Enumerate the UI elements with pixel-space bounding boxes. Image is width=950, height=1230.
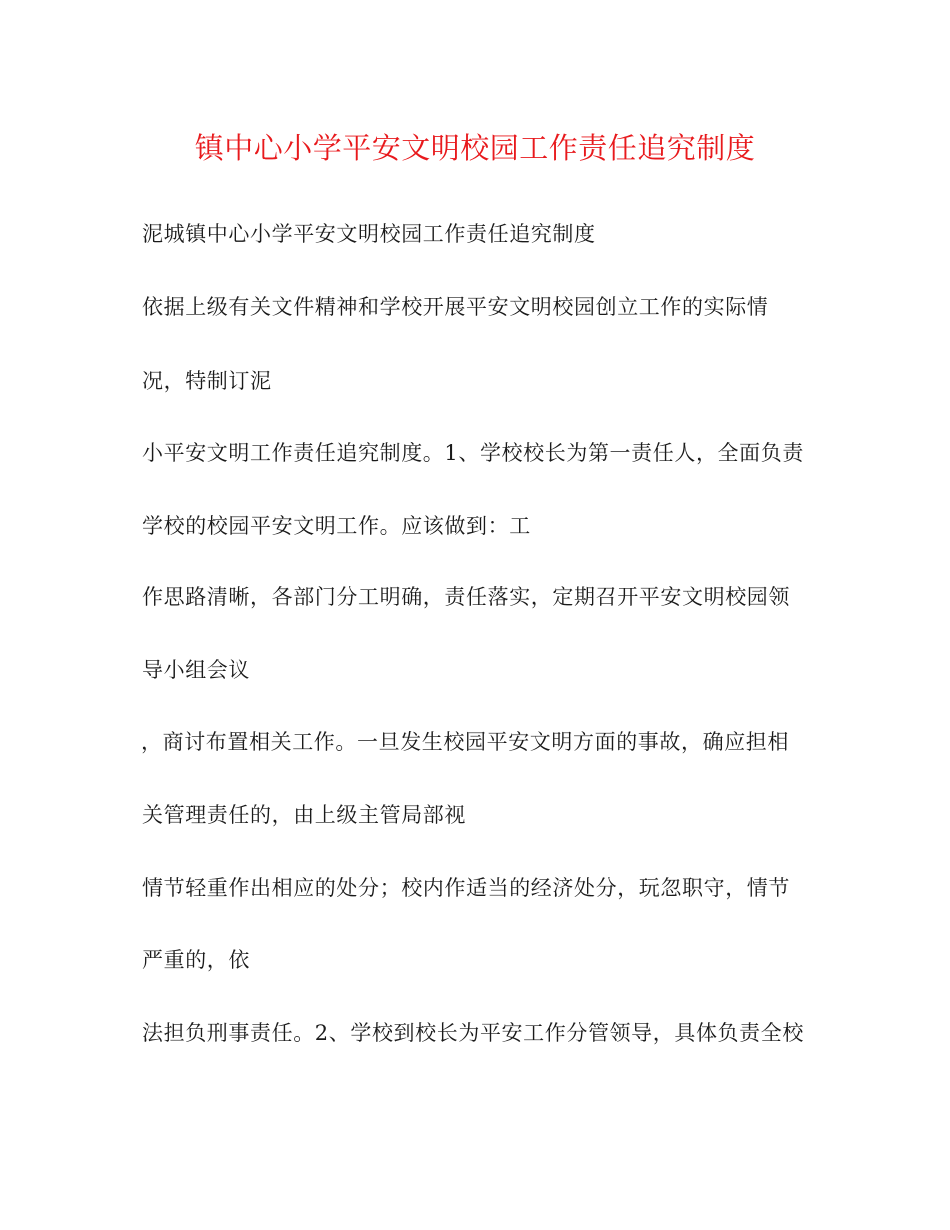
body-line: 依据上级有关文件精神和学校开展平安文明校园创立工作的实际情: [142, 295, 769, 319]
body-line: 泥城镇中心小学平安文明校园工作责任追究制度: [142, 222, 596, 246]
body-line: ，商讨布置相关工作。一旦发生校园平安文明方面的事故，确应担相: [141, 730, 789, 754]
body-line: 关管理责任的，由上级主管局部视: [142, 803, 466, 827]
body-line: 小平安文明工作责任追究制度。1、学校校长为第一责任人，全面负责: [142, 441, 804, 465]
body-line: 情节轻重作出相应的处分；校内作适当的经济处分，玩忽职守，情节: [142, 876, 790, 900]
document-title: 镇中心小学平安文明校园工作责任追究制度: [194, 131, 756, 165]
body-line: 法担负刑事责任。2、学校到校长为平安工作分管领导，具体负责全校: [142, 1021, 804, 1045]
body-line: 导小组会议: [142, 658, 250, 682]
body-line: 况，特制订泥: [142, 369, 272, 393]
body-line: 严重的，依: [142, 948, 250, 972]
body-line: 学校的校园平安文明工作。应该做到：工: [142, 514, 531, 538]
body-line: 作思路清晰，各部门分工明确，责任落实，定期召开平安文明校园领: [142, 585, 790, 609]
